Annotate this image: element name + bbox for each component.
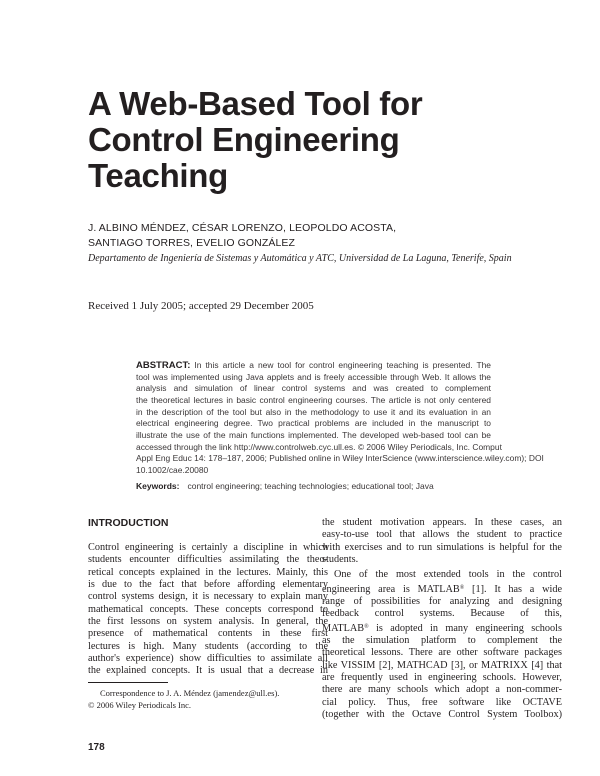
abstract-line: the theoretical lectures in basic control engineering courses. The article is not only centered: [136, 394, 491, 405]
abstract-line: tool was implemented using Java applets and is freely accessible through Web. It allows the: [136, 371, 491, 382]
body-line: lectures is high. Many students (according to the: [88, 640, 328, 652]
abstract-line: in the description of the tool but also in the methodology to use it and its evaluation in an: [136, 406, 491, 417]
body-line: mathematical concepts. These concepts correspond to: [88, 603, 328, 615]
abstract: [136, 360, 544, 477]
title-line: Teaching: [88, 157, 229, 194]
section-heading-introduction: INTRODUCTION: [88, 517, 169, 529]
abstract-line: accessed through the link http://www.controlweb.cyc.ull.es. © 2006 Wiley Periodicals, Inc. Comput: [136, 441, 502, 452]
body-line: the explained concepts. It is usual that a decrease in: [88, 665, 328, 677]
registered-mark: ®: [459, 584, 465, 591]
body-line: feedback control systems. Because of this,: [322, 608, 562, 620]
body-line: retical concepts explained in the lectures. Mainly, this: [88, 566, 328, 578]
author-line: SANTIAGO TORRES, EVELIO GONZÁLEZ: [88, 237, 296, 249]
body-line: as the simulation platform to complement the: [322, 635, 562, 647]
body-line: MATLAB® is adopted in many engineering schools: [322, 622, 562, 634]
title-line: A Web-Based Tool for: [88, 85, 423, 122]
body-line: Control engineering is certainly a discipline in which: [88, 542, 328, 553]
body-line: the student motivation appears. In these cases, an: [322, 517, 562, 528]
page-number: 178: [88, 742, 105, 753]
body-line: students.: [322, 554, 359, 566]
body-line: presence of mathematical contents in these first: [88, 628, 328, 640]
paper-title: [88, 86, 528, 194]
received-dates: Received 1 July 2005; accepted 29 December 2005: [88, 300, 314, 312]
body-line: with exercises and to run simulations is helpful for the: [322, 541, 562, 553]
abstract-line: Appl Eng Educ 14: 178–187, 2006; Published online in Wiley InterScience (www.interscience.wiley.com); DOI: [136, 453, 544, 464]
author-list: [88, 221, 396, 251]
abstract-line: 10.1002/cae.20080: [136, 464, 209, 475]
abstract-line: analysis and simulation of linear control systems and was created to complement: [136, 383, 491, 394]
body-line: theoretical lessons. There are other software packages: [322, 647, 562, 659]
body-line: cial policy. Thus, free software like OCTAVE: [322, 696, 562, 708]
affiliation: Departamento de Ingeniería de Sistemas y Automática y ATC, Universidad de La Laguna, Tenerife, Spain: [88, 253, 512, 264]
footnote: [88, 687, 279, 711]
body-line: range of possibilities for analyzing and designing: [322, 596, 562, 608]
abstract-line: illustrate the use of the main functions implemented. The developed web-based tool can be: [136, 429, 491, 440]
body-line: is due to the fact that before affording elementary: [88, 579, 328, 591]
body-line: are frequently used in engineering schools. However,: [322, 672, 562, 684]
keywords: [136, 481, 434, 491]
body-line: control systems design, it is necessary to explain many: [88, 591, 328, 603]
body-line: the first lessons on system analysis. In general, the: [88, 616, 328, 628]
body-line: engineering area is MATLAB® [1]. It has a wide: [322, 583, 563, 595]
body-line: One of the most extended tools in the control: [334, 569, 562, 581]
footnote-correspondence: Correspondence to J. A. Méndez (jamendez@ull.es).: [100, 688, 280, 698]
body-line: students encounter difficulties assimilating the theo-: [88, 554, 328, 566]
intro-left-column: [88, 542, 328, 678]
abstract-line: ABSTRACT: In this article a new tool for control engineering teaching is presented. The: [136, 360, 491, 371]
abstract-label: ABSTRACT:: [136, 360, 191, 371]
body-line: easy-to-use tool that allows the student to practice: [322, 529, 562, 541]
keywords-label: Keywords:: [136, 481, 180, 491]
registered-mark: ®: [364, 623, 369, 630]
title-line: Control Engineering: [88, 121, 400, 158]
body-line: like VISSIM [2], MATHCAD [3], or MATRIXX [4] that: [322, 659, 562, 671]
author-line: J. ALBINO MÉNDEZ, CÉSAR LORENZO, LEOPOLDO ACOSTA,: [88, 222, 397, 234]
footnote-copyright: © 2006 Wiley Periodicals Inc.: [88, 700, 191, 710]
body-line: there are many schools which adopt a non-commer-: [322, 684, 562, 696]
keywords-text: control engineering; teaching technologies; educational tool; Java: [187, 481, 434, 491]
footnote-rule: [88, 682, 168, 683]
body-line: (together with the Octave Control System Toolbox): [322, 709, 562, 721]
abstract-line: electrical engineering degree. Two practical problems are included in the manuscript to: [136, 418, 491, 429]
intro-right-column: [322, 517, 562, 722]
body-line: author's experience) show difficulties to assimilate all: [88, 653, 328, 665]
